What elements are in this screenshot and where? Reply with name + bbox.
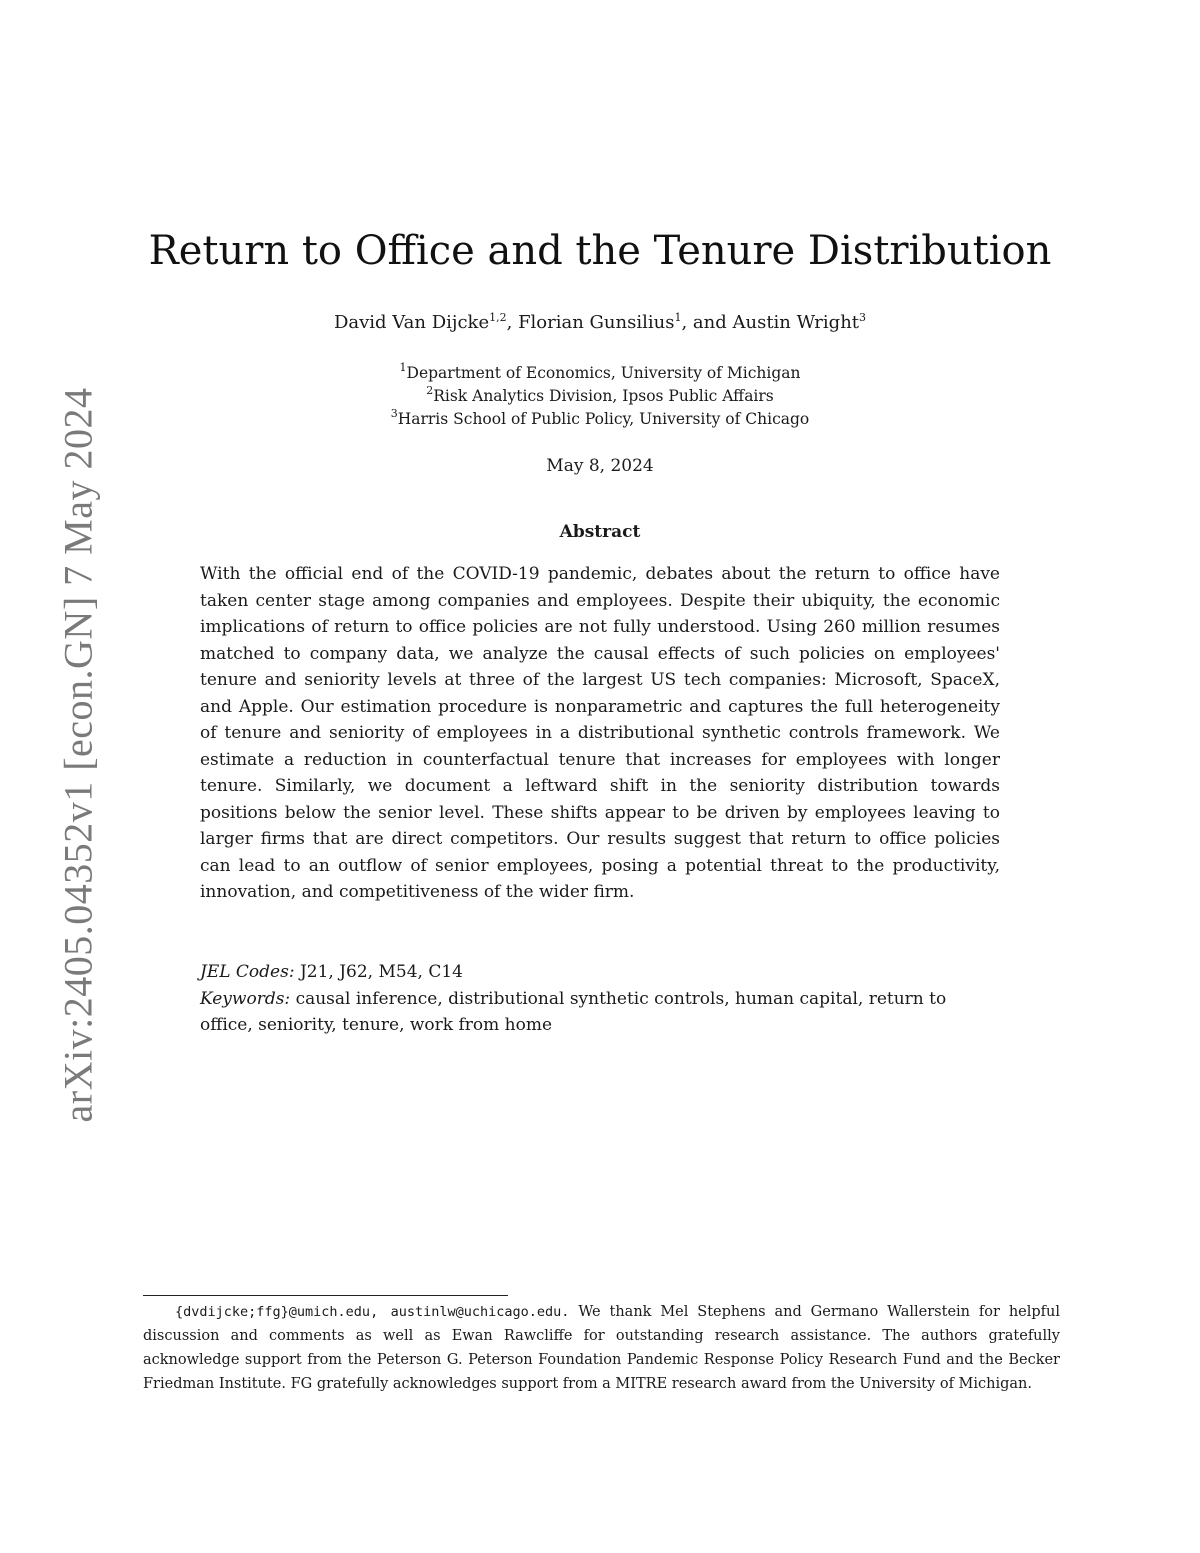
affiliation-line [0, 408, 1200, 431]
author-name: Austin Wright [732, 312, 860, 333]
affiliation-text: Risk Analytics Division, Ipsos Public Affairs [433, 387, 774, 405]
paper-date: May 8, 2024 [546, 456, 654, 476]
jel-codes-value: J21, J62, M54, C14 [299, 962, 463, 982]
author-name: David Van Dijcke [333, 312, 490, 333]
footnote [143, 1300, 1060, 1396]
affiliation-line [0, 362, 1200, 385]
author-separator: , and [681, 312, 733, 333]
author-affiliation-mark: 1 [674, 311, 682, 324]
jel-codes-label: JEL Codes: [200, 962, 295, 982]
keywords [200, 986, 1000, 1039]
affiliation-line [0, 385, 1200, 408]
abstract-text: With the official end of the COVID-19 pandemic, debates about the return to office have taken center stage among companies and employees. Despite their ubiquity, the economic implications of return to office policies are not fully understood. Using 260 million resumes matched to company data, we analyze the causal effects of such policies on employees' tenure and seniority levels at three of the largest US tech companies: Microsoft, SpaceX, and Apple. Our estimation procedure is nonparametric and captures the full heterogeneity of tenure and seniority of employees in a distributional synthetic controls framework. We estimate a reduction in counterfactual tenure that increases for employees with longer tenure. Similarly, we document a leftward shift in the seniority distribution towards positions below the senior level. These shifts appear to be driven by employees leaving to larger firms that are direct competitors. Our results suggest that return to office policies can lead to an outflow of senior employees, posing a potential threat to the productivity, innovation, and competitiveness of the wider firm. [200, 564, 1000, 902]
footnote-emails[interactable]: {dvdijcke;ffg}@umich.edu, austinlw@uchicago.edu. [175, 1304, 570, 1320]
jel-codes [200, 959, 1000, 986]
author-list [0, 312, 1200, 333]
keywords-label: Keywords: [200, 988, 291, 1009]
affiliation-text: Department of Economics, University of Michigan [406, 364, 801, 382]
author-affiliation-mark: 1,2 [489, 311, 507, 324]
keywords-value: causal inference, distributional synthetic controls, human capital, return to office, seniority, tenure, work from home [200, 988, 947, 1035]
paper-metadata [200, 959, 1000, 1039]
footnote-divider [143, 1295, 508, 1296]
author-separator: , [506, 312, 519, 333]
affiliation-mark: 3 [390, 407, 398, 420]
paper-title: Return to Office and the Tenure Distribution [148, 228, 1052, 274]
affiliation-mark: 1 [399, 361, 407, 374]
affiliation-text: Harris School of Public Policy, University of Chicago [397, 410, 810, 428]
affiliation-list [0, 362, 1200, 431]
footnote-text: We thank Mel Stephens and Germano Wallerstein for helpful discussion and comments as well as Ewan Rawcliffe for outstanding research assistance. The authors gratefully acknowledge support from the Peterson G. Peterson Foundation Pandemic Response Policy Research Fund and the Becker Friedman Institute. FG gratefully acknowledges support from a MITRE research award from the University of Michigan. [143, 1304, 1060, 1392]
arxiv-identifier[interactable]: arXiv:2405.04352v1 [econ.GN] 7 May 2024 [55, 387, 101, 1123]
affiliation-mark: 2 [426, 384, 434, 397]
abstract-heading: Abstract [559, 522, 641, 542]
author-affiliation-mark: 3 [859, 311, 867, 324]
author-name: Florian Gunsilius [518, 312, 675, 333]
